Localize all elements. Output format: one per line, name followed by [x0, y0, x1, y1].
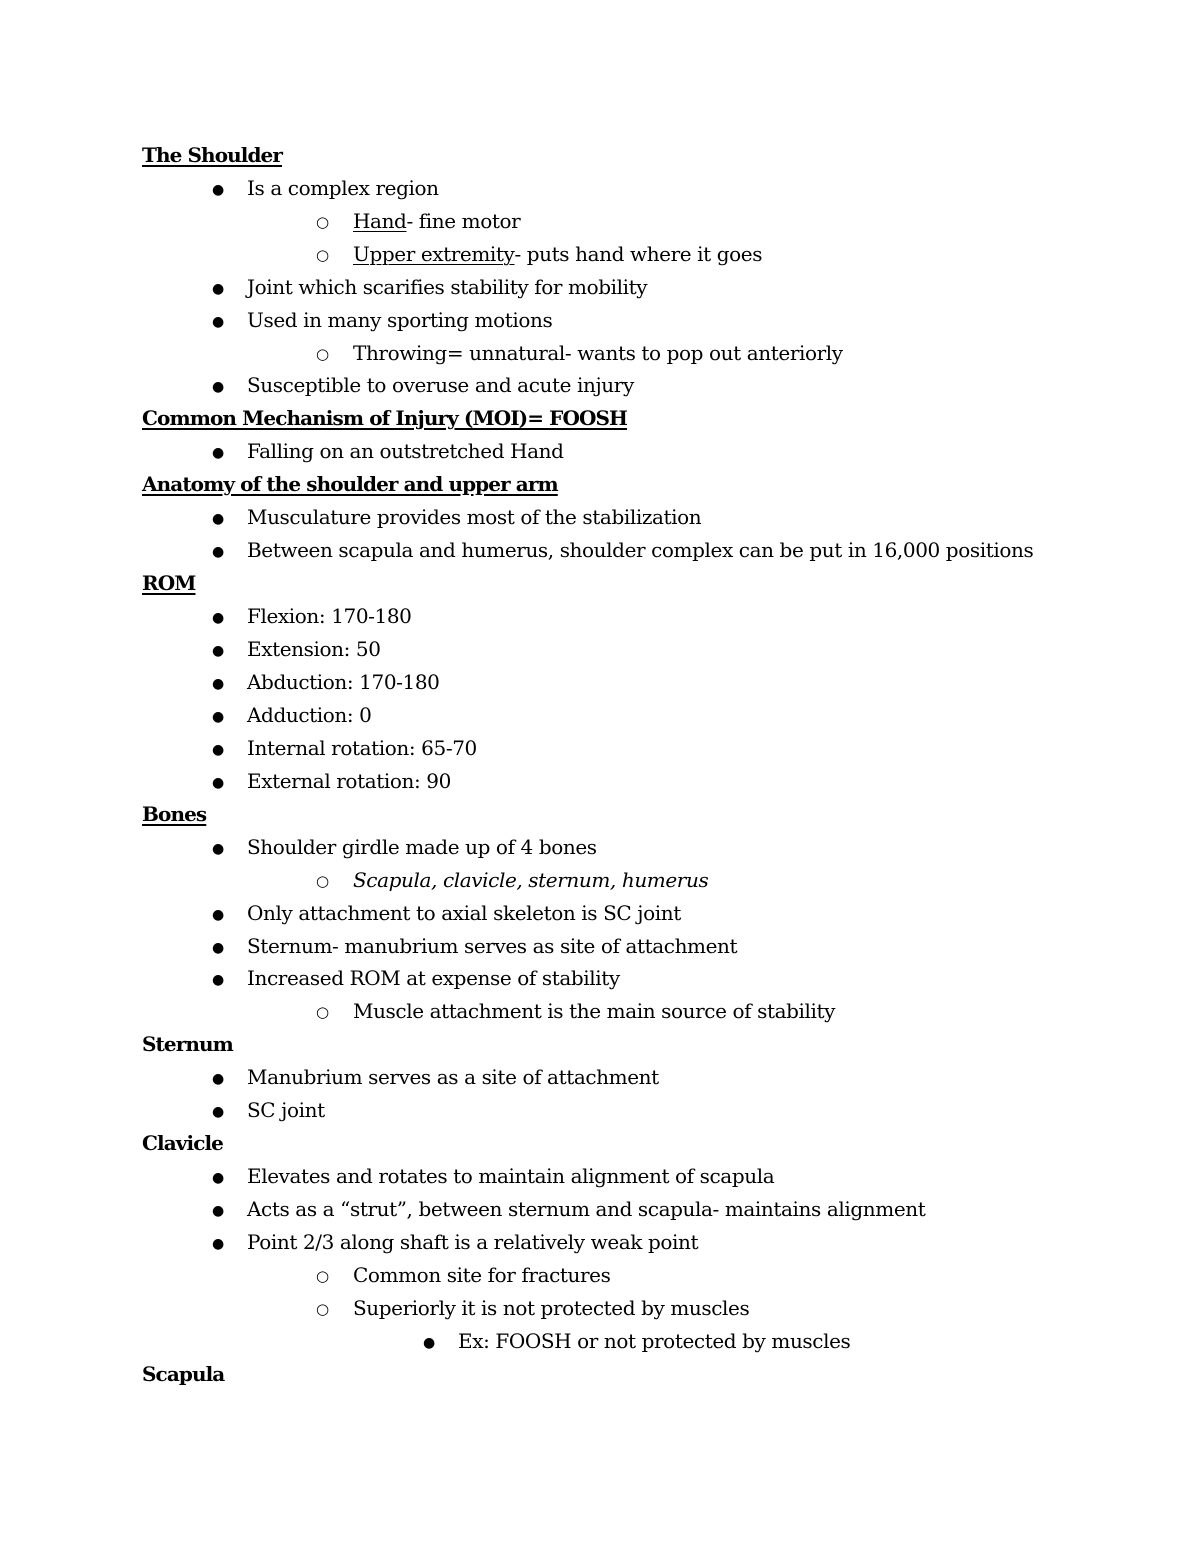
- list-item: [212, 600, 412, 633]
- list-item-text: Elevates and rotates to maintain alignment of scapula: [247, 1164, 775, 1188]
- list-item: [212, 1226, 698, 1259]
- list-item-text: Extension: 50: [247, 637, 381, 661]
- bullet-marker: ●: [212, 182, 224, 198]
- circle-marker: ○: [316, 246, 329, 264]
- list-item: [316, 864, 708, 897]
- list-item-text: Between scapula and humerus, shoulder complex can be put in 16,000 positions: [247, 538, 1034, 562]
- bullet-marker: ●: [212, 907, 224, 923]
- list-item: [316, 238, 762, 271]
- circle-marker: ○: [316, 1300, 329, 1318]
- list-item-text: Increased ROM at expense of stability: [247, 966, 620, 990]
- heading-the-shoulder: The Shoulder: [142, 143, 283, 167]
- list-item-text: Only attachment to axial skeleton is SC joint: [247, 901, 681, 925]
- bullet-marker: ●: [212, 281, 224, 297]
- bullet-marker: ●: [212, 1203, 224, 1219]
- list-item: [316, 1292, 749, 1325]
- list-item: [316, 1259, 610, 1292]
- list-item: [212, 1061, 659, 1094]
- heading-bones: Bones: [142, 802, 207, 826]
- list-item: [212, 765, 451, 798]
- heading-anatomy: Anatomy of the shoulder and upper arm: [142, 472, 558, 496]
- list-item-text: Musculature provides most of the stabilization: [247, 505, 702, 529]
- bullet-marker: ●: [212, 511, 224, 527]
- list-item-text: Manubrium serves as a site of attachment: [247, 1065, 659, 1089]
- bullet-marker: ●: [212, 676, 224, 692]
- bullet-marker: ●: [212, 841, 224, 857]
- list-item-text: External rotation: 90: [247, 769, 451, 793]
- list-item-text: Abduction: 170-180: [247, 670, 440, 694]
- bullet-marker: ●: [423, 1335, 435, 1351]
- list-item: [212, 501, 701, 534]
- list-item: [212, 435, 564, 468]
- circle-marker: ○: [316, 1003, 329, 1021]
- bullet-marker: ●: [212, 940, 224, 956]
- list-item: [212, 1160, 774, 1193]
- list-item-text: Sternum- manubrium serves as site of attachment: [247, 934, 738, 958]
- list-item-text: SC joint: [247, 1098, 325, 1122]
- list-item-text: Falling on an outstretched Hand: [247, 439, 564, 463]
- bullet-marker: ●: [212, 544, 224, 560]
- bullet-marker: ●: [212, 314, 224, 330]
- list-item-text: Muscle attachment is the main source of stability: [353, 999, 836, 1023]
- heading-scapula: Scapula: [142, 1362, 225, 1386]
- bullet-marker: ●: [212, 972, 224, 988]
- bullet-marker: ●: [212, 445, 224, 461]
- circle-marker: ○: [316, 213, 329, 231]
- list-item: [212, 534, 1033, 567]
- list-item: [316, 337, 843, 370]
- bullet-marker: ●: [212, 610, 224, 626]
- list-item: [316, 995, 835, 1028]
- list-item: [212, 369, 634, 402]
- list-item-text: Throwing= unnatural- wants to pop out anteriorly: [353, 341, 843, 365]
- list-item-text: Is a complex region: [247, 176, 439, 200]
- list-item-text: Common site for fractures: [353, 1263, 611, 1287]
- bullet-marker: ●: [212, 1236, 224, 1252]
- circle-marker: ○: [316, 872, 329, 890]
- list-item-text: Scapula, clavicle, sternum, humerus: [353, 868, 709, 892]
- list-item: [212, 666, 440, 699]
- bullet-marker: ●: [212, 1071, 224, 1087]
- list-item: [212, 304, 552, 337]
- bullet-marker: ●: [212, 742, 224, 758]
- list-item: [212, 732, 477, 765]
- list-item-term: Hand: [353, 209, 407, 233]
- list-item-text: Used in many sporting motions: [247, 308, 553, 332]
- list-item-text: Adduction: 0: [247, 703, 372, 727]
- heading-rom: ROM: [142, 571, 196, 595]
- circle-marker: ○: [316, 1267, 329, 1285]
- list-item: [212, 271, 647, 304]
- list-item-text: Point 2/3 along shaft is a relatively weak point: [247, 1230, 699, 1254]
- list-item: [212, 831, 597, 864]
- list-item-text: Superiorly it is not protected by muscles: [353, 1296, 750, 1320]
- list-item-text: Internal rotation: 65-70: [247, 736, 477, 760]
- list-item-text: - puts hand where it goes: [514, 242, 763, 266]
- list-item: [212, 172, 439, 205]
- list-item: [212, 1094, 325, 1127]
- list-item: [212, 699, 372, 732]
- list-item-text: Acts as a “strut”, between sternum and scapula- maintains alignment: [247, 1197, 926, 1221]
- list-item: [423, 1325, 850, 1358]
- list-item-text: Joint which scarifies stability for mobility: [247, 275, 648, 299]
- list-item-text: - fine motor: [406, 209, 521, 233]
- list-item-text: Susceptible to overuse and acute injury: [247, 373, 634, 397]
- list-item: [212, 1193, 925, 1226]
- list-item: [212, 930, 737, 963]
- list-item: [212, 633, 381, 666]
- bullet-marker: ●: [212, 1104, 224, 1120]
- list-item-term: Upper extremity: [353, 242, 515, 266]
- list-item-text: Ex: FOOSH or not protected by muscles: [458, 1329, 851, 1353]
- bullet-marker: ●: [212, 643, 224, 659]
- bullet-marker: ●: [212, 1170, 224, 1186]
- list-item: [212, 962, 620, 995]
- list-item: [316, 205, 520, 238]
- heading-sternum: Sternum: [142, 1032, 233, 1056]
- bullet-marker: ●: [212, 709, 224, 725]
- list-item: [212, 897, 681, 930]
- heading-clavicle: Clavicle: [142, 1131, 223, 1155]
- bullet-marker: ●: [212, 379, 224, 395]
- circle-marker: ○: [316, 345, 329, 363]
- heading-mechanism-of-injury: Common Mechanism of Injury (MOI)= FOOSH: [142, 406, 628, 430]
- list-item-text: Flexion: 170-180: [247, 604, 412, 628]
- bullet-marker: ●: [212, 775, 224, 791]
- list-item-text: Shoulder girdle made up of 4 bones: [247, 835, 597, 859]
